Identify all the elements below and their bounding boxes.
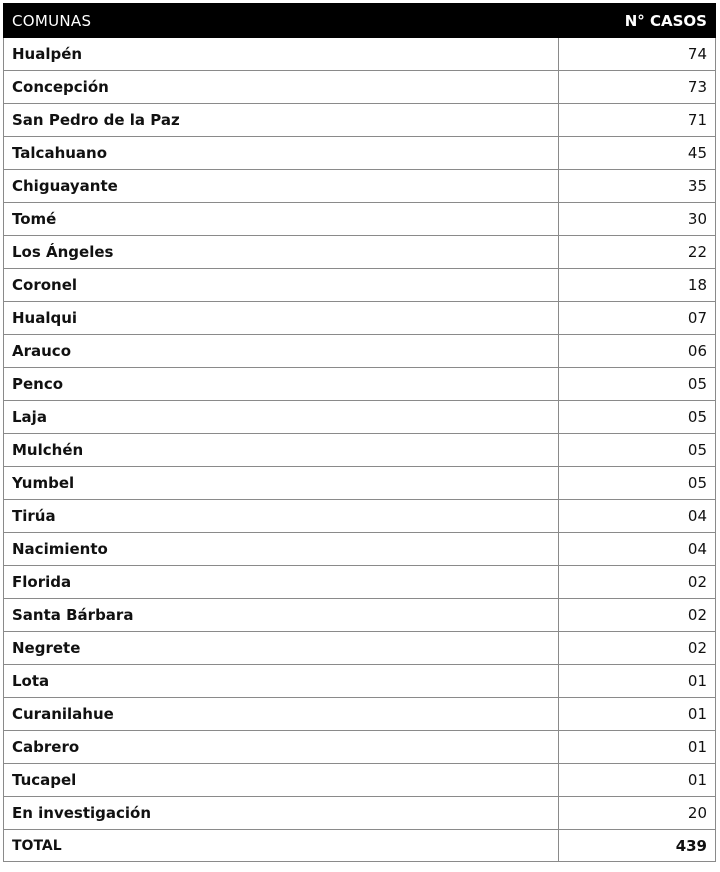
table-row — [4, 236, 716, 269]
table-row — [4, 368, 716, 401]
table-row — [4, 797, 716, 830]
case-count: 01 — [559, 698, 716, 731]
table-row — [4, 401, 716, 434]
table-row — [4, 698, 716, 731]
total-label: TOTAL — [4, 830, 559, 862]
table-row — [4, 302, 716, 335]
commune-name: San Pedro de la Paz — [4, 104, 559, 137]
case-count: 71 — [559, 104, 716, 137]
case-count: 02 — [559, 632, 716, 665]
case-count: 22 — [559, 236, 716, 269]
table-row — [4, 566, 716, 599]
case-count: 35 — [559, 170, 716, 203]
table-row — [4, 269, 716, 302]
header-casos: N° CASOS — [559, 4, 716, 38]
commune-name: Penco — [4, 368, 559, 401]
case-count: 05 — [559, 467, 716, 500]
table-header-row — [4, 4, 716, 38]
commune-name: Concepción — [4, 71, 559, 104]
commune-name: Arauco — [4, 335, 559, 368]
commune-name: Cabrero — [4, 731, 559, 764]
table-row — [4, 335, 716, 368]
case-count: 02 — [559, 566, 716, 599]
commune-name: Tomé — [4, 203, 559, 236]
case-count: 02 — [559, 599, 716, 632]
commune-name: Yumbel — [4, 467, 559, 500]
table-row — [4, 170, 716, 203]
table-body — [4, 38, 716, 862]
case-count: 18 — [559, 269, 716, 302]
commune-name: Santa Bárbara — [4, 599, 559, 632]
table-row — [4, 38, 716, 71]
table-row — [4, 500, 716, 533]
commune-name: Negrete — [4, 632, 559, 665]
case-count: 45 — [559, 137, 716, 170]
commune-name: Laja — [4, 401, 559, 434]
commune-name: Coronel — [4, 269, 559, 302]
commune-name: Talcahuano — [4, 137, 559, 170]
table-row — [4, 104, 716, 137]
total-row — [4, 830, 716, 862]
case-count: 04 — [559, 533, 716, 566]
commune-name: En investigación — [4, 797, 559, 830]
commune-name: Los Ángeles — [4, 236, 559, 269]
case-count: 06 — [559, 335, 716, 368]
commune-name: Tirúa — [4, 500, 559, 533]
case-count: 05 — [559, 368, 716, 401]
commune-name: Hualqui — [4, 302, 559, 335]
commune-name: Hualpén — [4, 38, 559, 71]
commune-name: Chiguayante — [4, 170, 559, 203]
header-comunas: COMUNAS — [4, 4, 559, 38]
table-row — [4, 533, 716, 566]
table-row — [4, 467, 716, 500]
table-row — [4, 137, 716, 170]
case-count: 07 — [559, 302, 716, 335]
case-count: 01 — [559, 764, 716, 797]
table-row — [4, 71, 716, 104]
commune-name: Florida — [4, 566, 559, 599]
case-count: 04 — [559, 500, 716, 533]
case-count: 01 — [559, 665, 716, 698]
commune-name: Tucapel — [4, 764, 559, 797]
case-count: 05 — [559, 401, 716, 434]
cases-table-container — [3, 3, 716, 862]
commune-name: Lota — [4, 665, 559, 698]
table-row — [4, 764, 716, 797]
case-count: 05 — [559, 434, 716, 467]
table-row — [4, 731, 716, 764]
table-row — [4, 665, 716, 698]
cases-by-commune-table — [3, 3, 716, 862]
commune-name: Mulchén — [4, 434, 559, 467]
case-count: 01 — [559, 731, 716, 764]
commune-name: Nacimiento — [4, 533, 559, 566]
total-value: 439 — [559, 830, 716, 862]
case-count: 73 — [559, 71, 716, 104]
case-count: 74 — [559, 38, 716, 71]
commune-name: Curanilahue — [4, 698, 559, 731]
table-row — [4, 599, 716, 632]
case-count: 30 — [559, 203, 716, 236]
case-count: 20 — [559, 797, 716, 830]
table-row — [4, 632, 716, 665]
table-row — [4, 434, 716, 467]
table-row — [4, 203, 716, 236]
